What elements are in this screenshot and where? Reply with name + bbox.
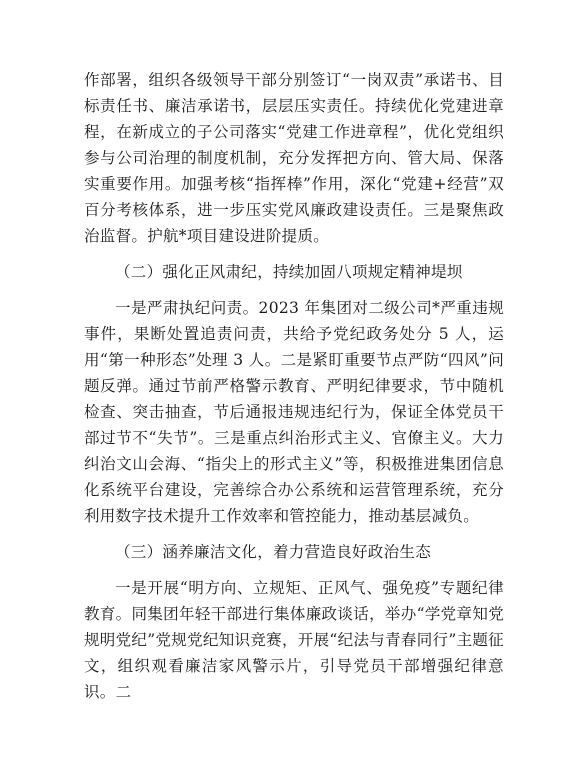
paragraph-gap: [84, 565, 504, 575]
paragraph-gap: [84, 285, 504, 295]
paragraph-culture: 一是开展“明方向、立规矩、正风气、强免疫”专题纪律教育。同集团年轻干部进行集体廉政谈话，举办“学党章知党规明党纪”党规党纪知识竞赛，开展“纪法与青春同行”主题征文，组织观看廉洁家风警示片，引导党员干部增强纪律意识。二: [84, 579, 504, 701]
paragraph-gap: [84, 249, 504, 259]
paragraph-continuation: 作部署，组织各级领导干部分别签订“一岗双责”承诺书、目标责任书、廉洁承诺书，层层压实责任。持续优化党建进章程，在新成立的子公司落实“党建工作进章程”，优化党组织参与公司治理的制度机制，充分发挥把方向、管大局、保落实重要作用。加强考核“指挥棒”作用，深化“党建+经营”双百分考核体系，进一步压实党风廉政建设责任。三是聚焦政治监督。护航*项目建设进阶提质。: [84, 71, 504, 245]
paragraph-gap: [84, 529, 504, 539]
section-heading-3: （三）涵养廉洁文化，着力营造良好政治生态: [115, 543, 432, 561]
section-heading-2: （二）强化正风肃纪，持续加固八项规定精神堤坝: [115, 263, 463, 281]
document-body: [84, 67, 504, 705]
paragraph-discipline: 一是严肃执纪问责。2023 年集团对二级公司*严重违规事件，果断处置追责问责，共给予党纪政务处分 5 人，运用“第一种形态”处理 3 人。二是紧盯重要节点严防“四风”问题反弹。通过节前严格警示教育、严明纪律要求，节中随机检查、突击抽查，节后通报违规违纪行为，保证全体党员干部过节不“失节”。三是重点纠治形式主义、官僚主义。大力纠治文山会海、“指尖上的形式主义”等，积极推进集团信息化系统平台建设，完善综合办公系统和运营管理系统，充分利用数字技术提升工作效率和管控能力，推动基层减负。: [84, 299, 504, 525]
